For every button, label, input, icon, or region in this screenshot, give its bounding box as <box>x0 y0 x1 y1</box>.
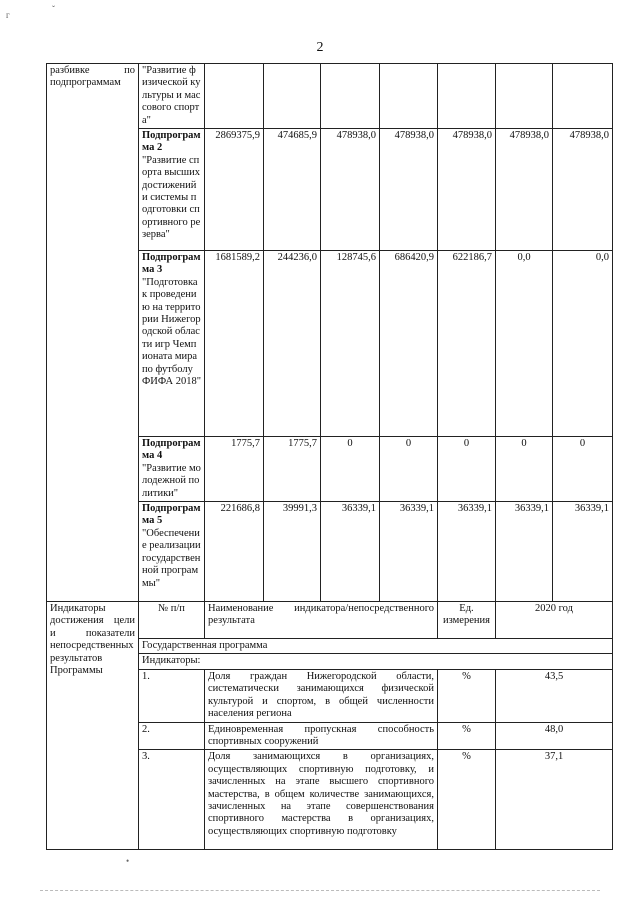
column-num-header: № п/п <box>139 602 205 639</box>
value-cell: 686420,9 <box>380 251 438 437</box>
indicator-unit: % <box>438 722 496 750</box>
section-title: Государственная программа <box>139 639 613 654</box>
subprogram-name: "Развитие молодежной политики" <box>142 462 201 499</box>
subprogram-name: "Обеспечение реализации государственной программы" <box>142 527 201 589</box>
column-unit-header: Ед. измерения <box>438 602 496 639</box>
value-cell: 36339,1 <box>438 502 496 602</box>
value-cell: 36339,1 <box>321 502 380 602</box>
indicators-header-row <box>47 602 613 639</box>
indicator-name: Доля граждан Нижегородской области, систематически занимающихся физической культурой и спортом, в общей численности населения региона <box>205 669 438 722</box>
value-cell: 478938,0 <box>438 129 496 251</box>
value-cell: 1681589,2 <box>205 251 264 437</box>
subprogram-1-row <box>47 64 613 129</box>
value-cell: 36339,1 <box>553 502 613 602</box>
value-cell: 221686,8 <box>205 502 264 602</box>
value-cell: 2869375,9 <box>205 129 264 251</box>
indicator-value: 37,1 <box>496 750 613 850</box>
subprogram-1-name: "Развитие физической культуры и массового спорта" <box>139 64 205 129</box>
indicator-unit: % <box>438 750 496 850</box>
value-cell: 0 <box>321 437 380 502</box>
indicator-unit: % <box>438 669 496 722</box>
indicator-num: 2. <box>139 722 205 750</box>
value-cell: 39991,3 <box>264 502 321 602</box>
scan-speck: ˇ <box>52 4 55 14</box>
value-cell: 0 <box>553 437 613 502</box>
value-cell: 1775,7 <box>264 437 321 502</box>
value-cell: 1775,7 <box>205 437 264 502</box>
subprogram-title: Подпрограмма 5 <box>142 503 201 527</box>
scan-speck: г <box>6 10 10 20</box>
value-cell: 0 <box>380 437 438 502</box>
value-cell: 474685,9 <box>264 129 321 251</box>
indicator-num: 3. <box>139 750 205 850</box>
indicators-sublabel: Индикаторы: <box>139 654 613 669</box>
value-cell: 478938,0 <box>496 129 553 251</box>
value-cell: 0,0 <box>553 251 613 437</box>
subprogram-name: "Подготовка к проведению на территории Нижегородской области игр Чемпионата мира по футболу ФИФА 2018" <box>142 276 202 388</box>
indicator-num: 1. <box>139 669 205 722</box>
value-cell: 622186,7 <box>438 251 496 437</box>
subprogram-title: Подпрограмма 3 <box>142 252 201 276</box>
value-cell: 0 <box>438 437 496 502</box>
subprogram-title: Подпрограмма 2 <box>142 130 201 154</box>
indicators-row-label: Индикаторы достижения цели и показатели непосредственных результатов Программы <box>47 602 139 850</box>
value-cell: 0 <box>496 437 553 502</box>
value-cell: 478938,0 <box>380 129 438 251</box>
value-cell: 36339,1 <box>496 502 553 602</box>
value-cell: 0,0 <box>496 251 553 437</box>
column-name-header: Наименование индикатора/непосредственного результата <box>205 602 438 639</box>
indicator-value: 48,0 <box>496 722 613 750</box>
column-year-header: 2020 год <box>496 602 613 639</box>
scan-speck: • <box>126 856 130 866</box>
value-cell: 128745,6 <box>321 251 380 437</box>
subprogram-title: Подпрограмма 4 <box>142 438 201 462</box>
subprogram-name: "Развитие спорта высших достижений и системы подготовки спортивного резерва" <box>142 154 201 241</box>
scan-edge-line <box>40 890 600 891</box>
indicator-name: Доля занимающихся в организациях, осуществляющих спортивную подготовку, и зачисленных на этапе высшего спортивного мастерства, в общем количестве занимающихся, зачисленных на этапе совершенствования спортивного мастерства в организациях, осуществляющих спортивную подготовку <box>205 750 438 850</box>
value-cell: 478938,0 <box>321 129 380 251</box>
indicator-value: 43,5 <box>496 669 613 722</box>
value-cell: 244236,0 <box>264 251 321 437</box>
page-number: 2 <box>316 40 324 55</box>
value-cell: 478938,0 <box>553 129 613 251</box>
indicator-name: Единовременная пропускная способность спортивных сооружений <box>205 722 438 750</box>
financing-row-label: разбивке по подпрограммам <box>47 64 139 602</box>
program-table <box>46 63 613 850</box>
value-cell: 36339,1 <box>380 502 438 602</box>
